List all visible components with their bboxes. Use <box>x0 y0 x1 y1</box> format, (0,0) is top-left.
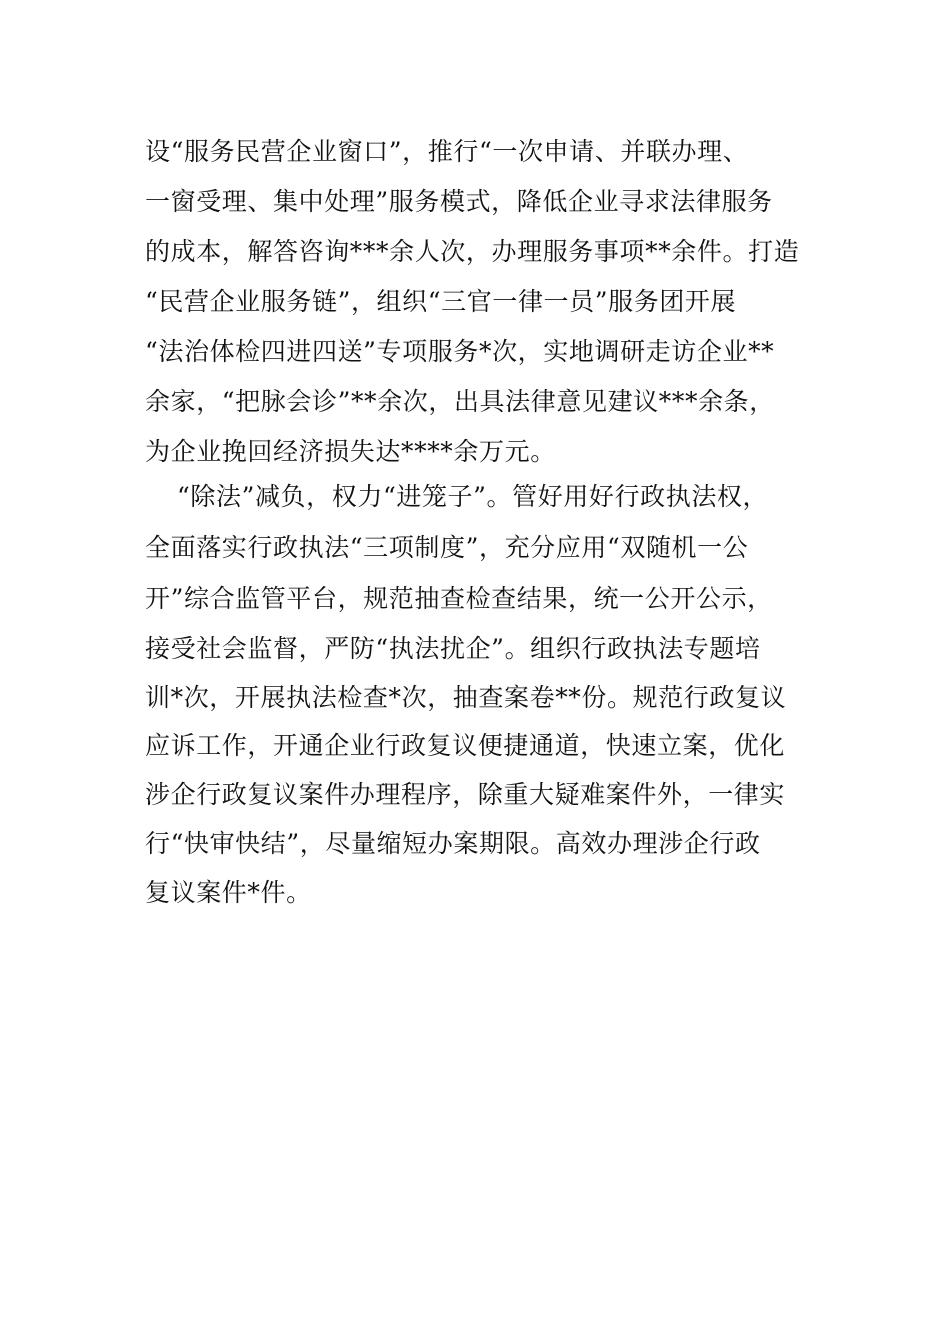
paragraph-line: 训*次，开展执法检查*次，抽查案卷**份。规范行政复议 <box>145 683 787 712</box>
paragraph-line: 接受社会监督，严防“执法扰企”。组织行政执法专题培 <box>145 634 761 663</box>
paragraph-line: 涉企行政复议案件办理程序，除重大疑难案件外，一律实 <box>145 780 786 809</box>
paragraph-line: 复议案件*件。 <box>145 878 312 907</box>
paragraph-line: “法治体检四进四送”专项服务*次，实地调研走访企业** <box>145 337 775 366</box>
paragraph-line: 余家，“把脉会诊”**余次，出具法律意见建议***余条， <box>145 387 775 416</box>
paragraph-line: 为企业挽回经济损失达****余万元。 <box>145 437 556 466</box>
paragraph-line: “民营企业服务链”，组织“三官一律一员”服务团开展 <box>145 287 737 316</box>
paragraph-line: 全面落实行政执法“三项制度”，充分应用“双随机一公 <box>145 533 749 562</box>
paragraph-line: 行“快审快结”，尽量缩短办案期限。高效办理涉企行政 <box>145 829 761 858</box>
paragraph-line: 应诉工作，开通企业行政复议便捷通道，快速立案，优化 <box>145 731 786 760</box>
paragraph-line: “除法”减负，权力“进笼子”。管好用好行政执法权， <box>177 482 769 511</box>
paragraph-line: 的成本，解答咨询***余人次，办理服务事项**余件。打造 <box>145 237 800 266</box>
paragraph-line: 设“服务民营企业窗口”，推行“一次申请、并联办理、 <box>145 137 749 166</box>
paragraph-line: 一窗受理、集中处理”服务模式，降低企业寻求法律服务 <box>145 187 773 216</box>
paragraph-line: 开”综合监管平台，规范抽查检查结果，统一公开公示， <box>145 584 773 613</box>
